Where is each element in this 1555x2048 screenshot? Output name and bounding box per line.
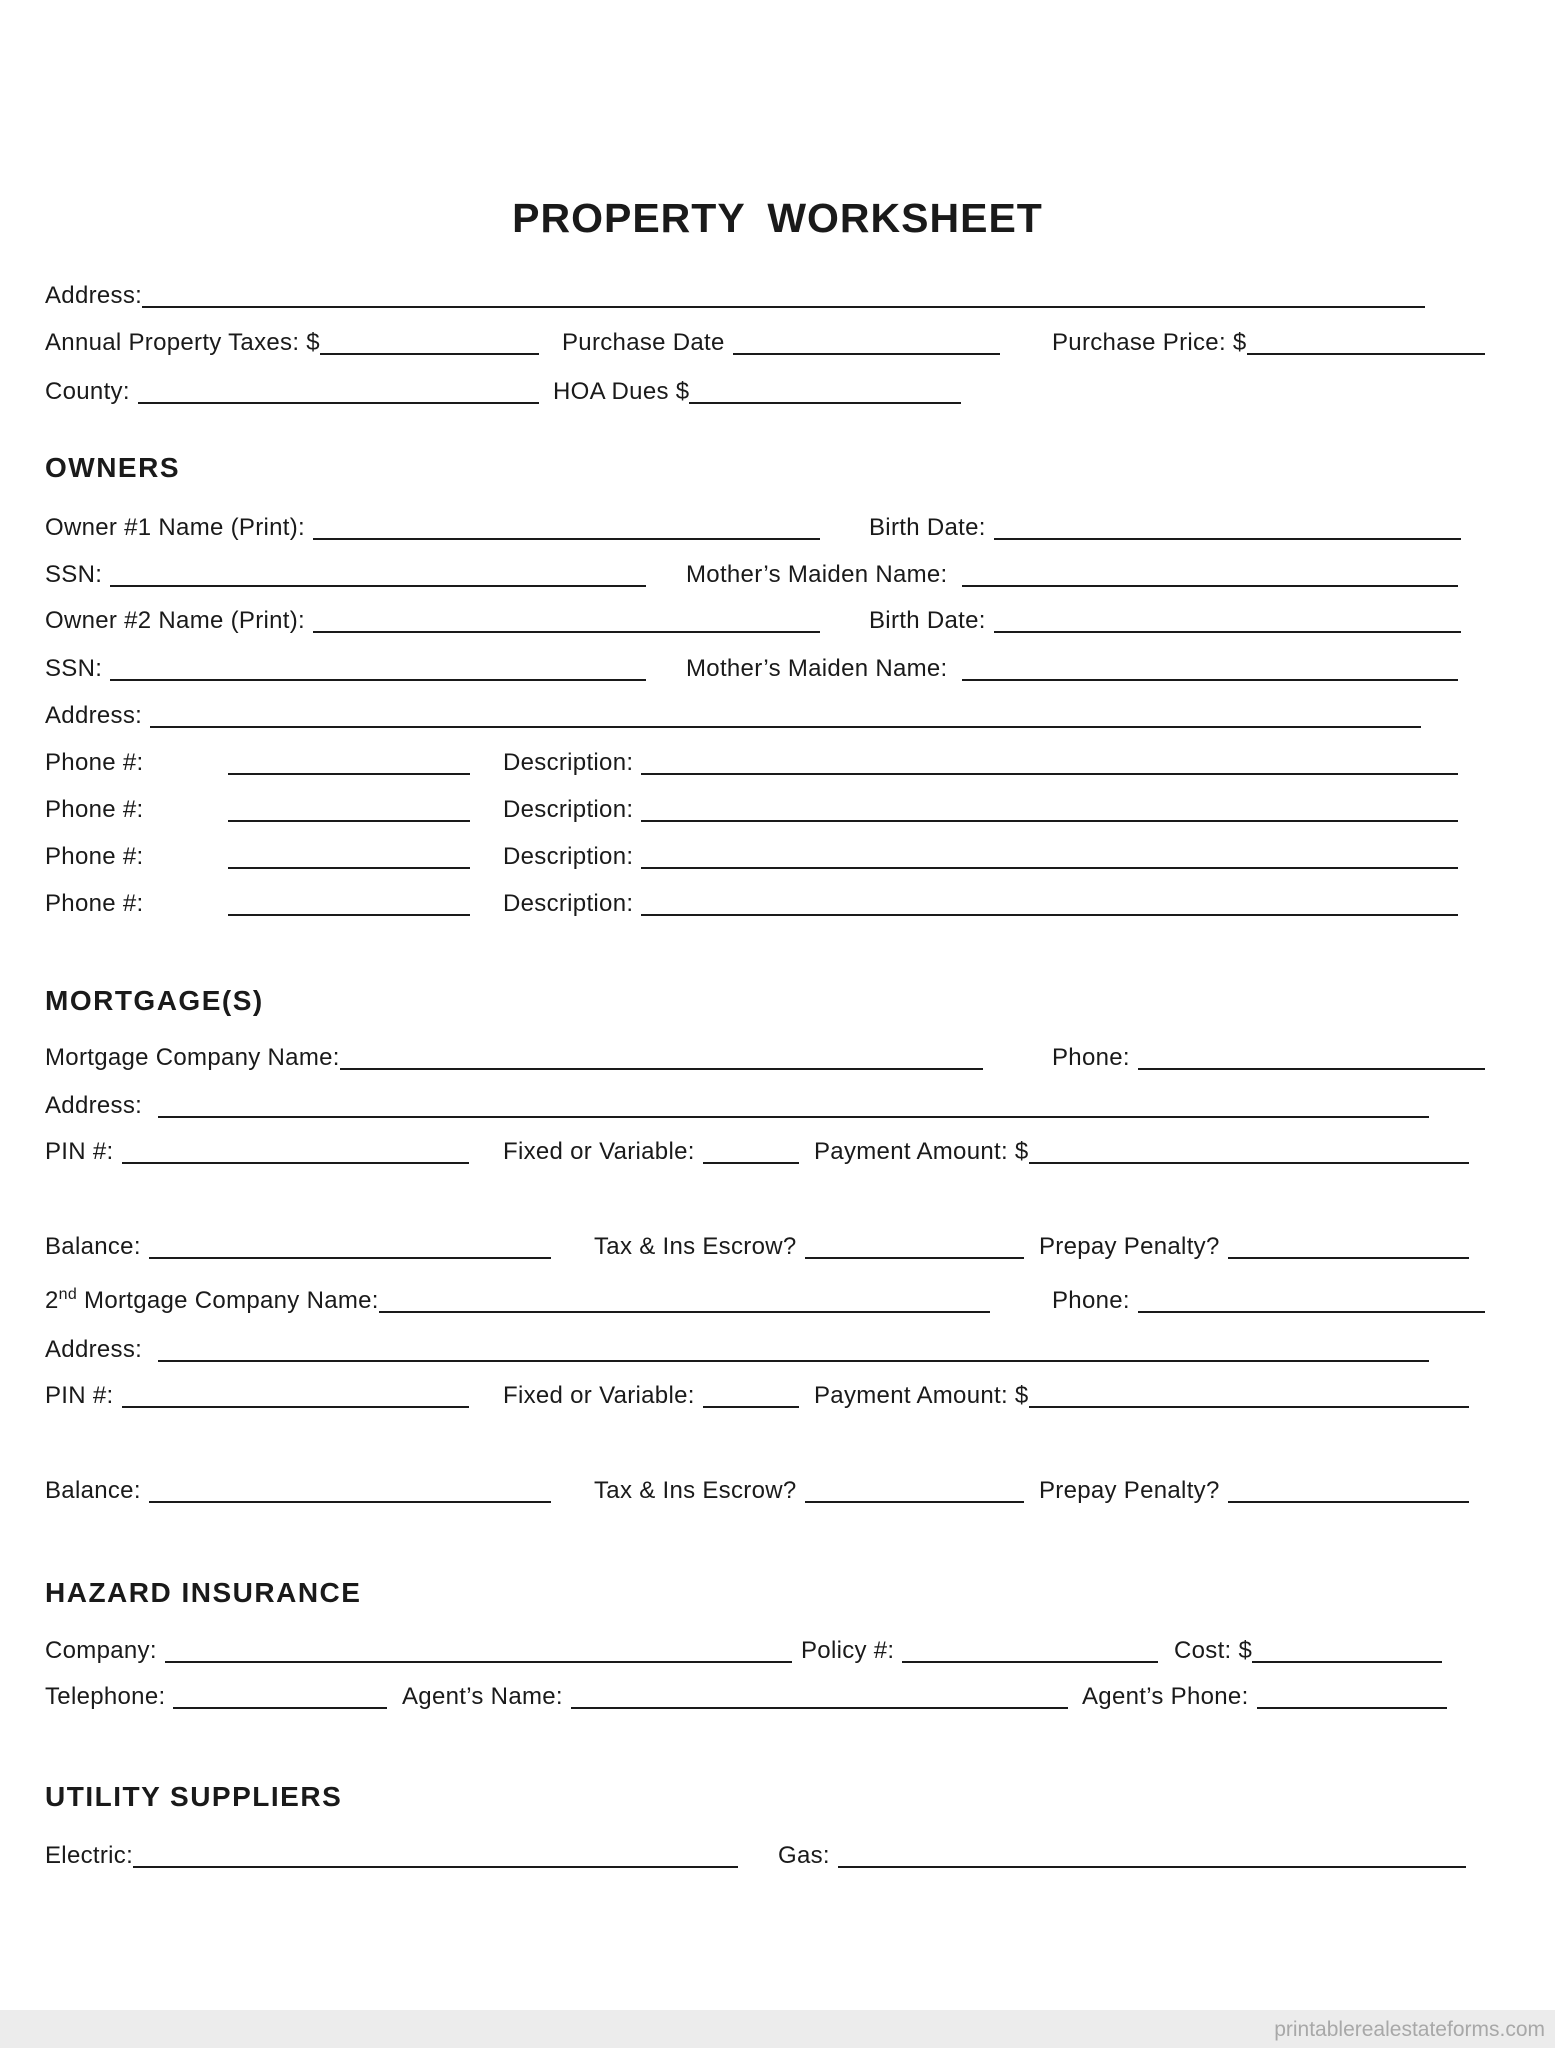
mortgage2-escrow-label: Tax & Ins Escrow? [594,1477,797,1504]
annual-taxes-line[interactable] [320,353,539,355]
owner1-ssn-line[interactable] [110,585,646,587]
annual-taxes-field[interactable] [45,319,539,359]
gas-label: Gas: [778,1842,830,1869]
mortgage1-fixed-variable-label: Fixed or Variable: [503,1138,695,1165]
mortgage1-phone-label: Phone: [1052,1044,1130,1071]
owner1-name-label: Owner #1 Name (Print): [45,514,306,541]
hazard-telephone-line[interactable] [173,1707,387,1709]
phone-row [0,880,1555,920]
owner-address-line[interactable] [150,726,1421,728]
owner1-birth-date-line[interactable] [994,538,1461,540]
mortgage1-payment-line[interactable] [1029,1162,1469,1164]
mortgage2-company-label: 2nd Mortgage Company Name: [45,1286,379,1314]
mortgage1-company-row [0,1034,1555,1074]
county-field[interactable] [45,368,539,408]
mortgage1-address-label: Address: [45,1092,143,1119]
description-label: Description: [503,843,634,870]
description-field[interactable] [503,786,1458,826]
hazard-cost-line[interactable] [1252,1661,1442,1663]
phone-label: Phone #: [45,796,144,823]
owner2-birth-date-field[interactable] [869,597,1461,637]
gas-field[interactable] [778,1832,1466,1872]
hazard-policy-field[interactable] [801,1627,1158,1667]
mortgage2-fixed-variable-label: Fixed or Variable: [503,1382,695,1409]
mortgage2-address-row [0,1326,1555,1366]
owner2-ssn-line[interactable] [110,679,646,681]
mortgage1-address-row [0,1082,1555,1122]
electric-label: Electric: [45,1842,134,1869]
mortgage1-address-field[interactable] [45,1082,1429,1122]
mortgage1-phone-line[interactable] [1138,1068,1485,1070]
phone-label-cell [45,786,170,826]
hazard-agent-name-field[interactable] [402,1673,1068,1713]
hazard-cost-label: Cost: $ [1174,1637,1253,1664]
hazard-company-row [0,1627,1555,1667]
hoa-dues-line[interactable] [689,402,961,404]
mortgage2-prepay-line[interactable] [1228,1501,1469,1503]
hoa-dues-field[interactable] [553,368,961,408]
phone-label: Phone #: [45,890,144,917]
mortgage2-fixed-variable-line[interactable] [703,1406,799,1408]
owner1-ssn-field[interactable] [45,551,646,591]
mortgage2-address-field[interactable] [45,1326,1429,1366]
description-field[interactable] [503,739,1458,779]
description-label: Description: [503,749,634,776]
footer-watermark: printablerealestateforms.com [1274,2018,1545,2041]
mortgage2-address-label: Address: [45,1336,143,1363]
mortgage2-balance-line[interactable] [149,1501,551,1503]
mortgage2-payment-label: Payment Amount: $ [814,1382,1029,1409]
purchase-date-field[interactable] [562,319,1000,359]
mortgage2-escrow-line[interactable] [805,1501,1024,1503]
mortgage1-company-field[interactable] [45,1034,983,1074]
mortgage2-prepay-label: Prepay Penalty? [1039,1477,1220,1504]
mortgage1-fixed-variable-field[interactable] [503,1128,799,1168]
description-line[interactable] [641,773,1458,775]
mortgage2-phone-field[interactable] [1052,1277,1485,1317]
page-title: PROPERTY WORKSHEET [512,195,1043,241]
purchase-date-line[interactable] [733,353,1000,355]
mortgage1-balance-label: Balance: [45,1233,141,1260]
mortgage2-escrow-field[interactable] [594,1467,1024,1507]
phone-row [0,786,1555,826]
owner1-birth-date-label: Birth Date: [869,514,986,541]
owner1-row [0,504,1555,544]
mortgage2-phone-line[interactable] [1138,1311,1485,1313]
owner-address-label: Address: [45,702,143,729]
mortgage2-balance-row [0,1467,1555,1507]
mortgage1-balance-row [0,1223,1555,1263]
mortgage2-balance-label: Balance: [45,1477,141,1504]
owner1-name-field[interactable] [45,504,820,544]
hazard-policy-line[interactable] [902,1661,1158,1663]
phone-label-cell [45,739,170,779]
phone-field[interactable] [228,833,470,873]
hazard-cost-field[interactable] [1174,1627,1442,1667]
hazard-company-label: Company: [45,1637,157,1664]
taxes-row [0,319,1555,359]
county-row [0,368,1555,408]
phone-line[interactable] [228,867,470,869]
phone-line[interactable] [228,773,470,775]
annual-taxes-label: Annual Property Taxes: $ [45,329,320,356]
description-field[interactable] [503,833,1458,873]
mortgage1-escrow-line[interactable] [805,1257,1024,1259]
mortgage1-balance-field[interactable] [45,1223,551,1263]
mortgage2-payment-field[interactable] [814,1372,1469,1412]
mortgage1-payment-label: Payment Amount: $ [814,1138,1029,1165]
mortgage2-pin-field[interactable] [45,1372,469,1412]
mortgage2-payment-line[interactable] [1029,1406,1469,1408]
mortgage1-escrow-label: Tax & Ins Escrow? [594,1233,797,1260]
hazard-agent-phone-field[interactable] [1082,1673,1447,1713]
description-field[interactable] [503,880,1458,920]
purchase-date-label: Purchase Date [562,329,725,356]
mortgages-heading: MORTGAGE(S) [45,985,264,1016]
utility-heading: UTILITY SUPPLIERS [45,1781,343,1812]
phone-label-cell [45,880,170,920]
hazard-telephone-field[interactable] [45,1673,387,1713]
owner1-maiden-name-label: Mother’s Maiden Name: [686,561,948,588]
hazard-telephone-row [0,1673,1555,1713]
owner1-maiden-name-line[interactable] [962,585,1458,587]
owner2-ssn-field[interactable] [45,645,646,685]
phone-line[interactable] [228,914,470,916]
mortgage1-pin-row [0,1128,1555,1168]
mortgage2-pin-label: PIN #: [45,1382,114,1409]
owner2-maiden-name-line[interactable] [962,679,1458,681]
mortgage2-pin-line[interactable] [122,1406,470,1408]
description-line[interactable] [641,820,1458,822]
purchase-price-field[interactable] [1052,319,1485,359]
owner-address-field[interactable] [45,692,1421,732]
purchase-price-line[interactable] [1247,353,1485,355]
address-row [0,272,1555,312]
mortgage1-company-line[interactable] [340,1068,983,1070]
hazard-policy-label: Policy #: [801,1637,895,1664]
mortgage2-fixed-variable-field[interactable] [503,1372,799,1412]
owner2-name-label: Owner #2 Name (Print): [45,607,306,634]
owner2-maiden-name-field[interactable] [686,645,1458,685]
mortgage2-company-line[interactable] [379,1311,990,1313]
owner2-name-field[interactable] [45,597,820,637]
mortgage1-pin-label: PIN #: [45,1138,114,1165]
mortgage1-escrow-field[interactable] [594,1223,1024,1263]
mortgage1-address-line[interactable] [158,1116,1429,1118]
hazard-company-line[interactable] [165,1661,792,1663]
owner1-birth-date-field[interactable] [869,504,1461,544]
owner2-ssn-row [0,645,1555,685]
property-address-field[interactable] [45,272,1425,312]
mortgage1-payment-field[interactable] [814,1128,1469,1168]
mortgage1-prepay-line[interactable] [1228,1257,1469,1259]
owner2-maiden-name-label: Mother’s Maiden Name: [686,655,948,682]
gas-line[interactable] [838,1866,1466,1868]
mortgage1-company-label: Mortgage Company Name: [45,1044,340,1071]
mortgage1-prepay-label: Prepay Penalty? [1039,1233,1220,1260]
mortgage2-balance-field[interactable] [45,1467,551,1507]
mortgage2-pin-row [0,1372,1555,1412]
phone-field[interactable] [228,786,470,826]
hazard-agent-phone-label: Agent’s Phone: [1082,1683,1249,1710]
hazard-company-field[interactable] [45,1627,792,1667]
owners-heading: OWNERS [45,452,180,483]
mortgage1-balance-line[interactable] [149,1257,551,1259]
mortgage2-phone-label: Phone: [1052,1287,1130,1314]
phone-line[interactable] [228,820,470,822]
hazard-telephone-label: Telephone: [45,1683,166,1710]
phone-field[interactable] [228,880,470,920]
phone-field[interactable] [228,739,470,779]
hazard-agent-name-line[interactable] [571,1707,1068,1709]
electric-line[interactable] [133,1866,738,1868]
owner1-ssn-label: SSN: [45,561,103,588]
owner2-birth-date-line[interactable] [994,631,1461,633]
mortgage2-company-field[interactable] [45,1277,990,1317]
phone-row [0,739,1555,779]
owner2-birth-date-label: Birth Date: [869,607,986,634]
county-label: County: [45,378,130,405]
property-address-line[interactable] [142,306,1425,308]
owner1-ssn-row [0,551,1555,591]
owner2-row [0,597,1555,637]
mortgage2-company-row [0,1277,1555,1317]
hazard-heading: HAZARD INSURANCE [45,1577,362,1608]
phone-row [0,833,1555,873]
description-label: Description: [503,796,634,823]
phone-label-cell [45,833,170,873]
phone-label: Phone #: [45,749,144,776]
hoa-dues-label: HOA Dues $ [553,378,690,405]
mortgage1-phone-field[interactable] [1052,1034,1485,1074]
hazard-agent-name-label: Agent’s Name: [402,1683,563,1710]
phone-label: Phone #: [45,843,144,870]
utility-row [0,1832,1555,1872]
county-line[interactable] [138,402,539,404]
property-address-label: Address: [45,282,143,309]
owner1-name-line[interactable] [313,538,820,540]
description-line[interactable] [641,914,1458,916]
purchase-price-label: Purchase Price: $ [1052,329,1247,356]
hazard-agent-phone-line[interactable] [1257,1707,1447,1709]
mortgage1-prepay-field[interactable] [1039,1223,1469,1263]
owner2-name-line[interactable] [313,631,820,633]
owner1-maiden-name-field[interactable] [686,551,1458,591]
owner2-ssn-label: SSN: [45,655,103,682]
description-label: Description: [503,890,634,917]
mortgage1-fixed-variable-line[interactable] [703,1162,799,1164]
mortgage2-address-line[interactable] [158,1360,1429,1362]
mortgage1-pin-line[interactable] [122,1162,470,1164]
mortgage2-prepay-field[interactable] [1039,1467,1469,1507]
description-line[interactable] [641,867,1458,869]
mortgage1-pin-field[interactable] [45,1128,469,1168]
electric-field[interactable] [45,1832,738,1872]
owner-address-row [0,692,1555,732]
